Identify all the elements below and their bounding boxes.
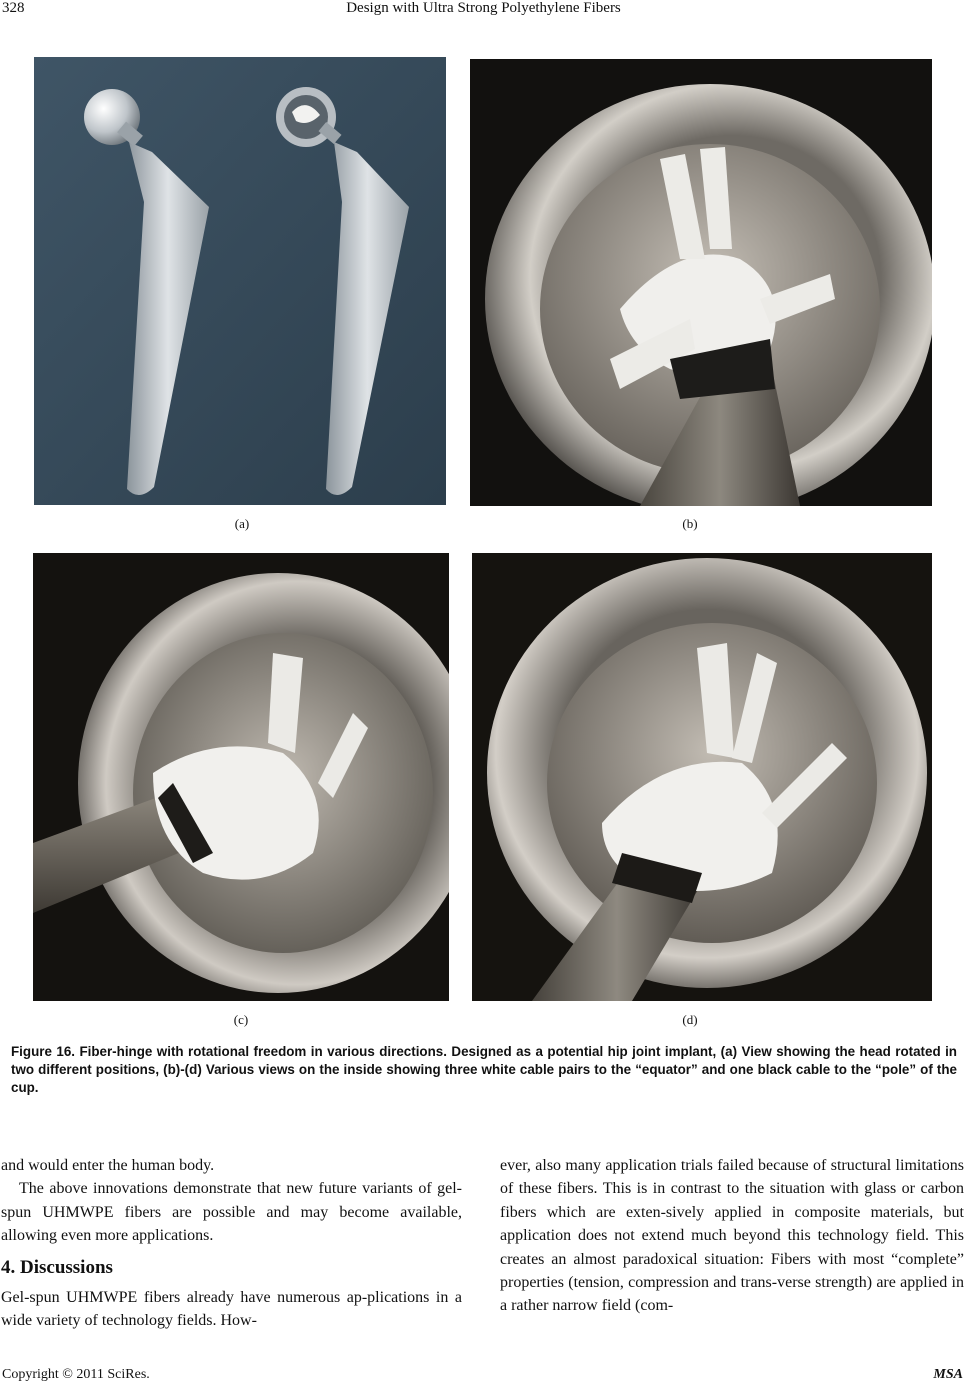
right-column: [500, 1154, 964, 1318]
hip-implant-two-positions-icon: [34, 57, 446, 505]
paragraph: ever, also many application trials failed because of structural limitations of these fibers. This is in contrast to the situation with glass or carbon fibers which are exten-sively applied in composite materials, but application does not extend much beyond this technology field. This creates an almost paradoxical situation: Fibers with most “complete” properties (tension, compression and trans-verse strength) are applied in a rather narrow field (com-: [500, 1157, 964, 1315]
figure-16d-label: (d): [682, 1012, 698, 1027]
section-heading: 4. Discussions: [1, 1256, 113, 1278]
figure-16b-label: (b): [682, 516, 698, 531]
figure-caption: Figure 16. Fiber-hinge with rotational freedom in various directions. Designed as a potential hip joint implant, (a) View showing the head rotated in two different positions, (b)-(d) Various views on the inside showing three white cable pairs to the “equator” and one black cable to the “pole” of the cup.: [11, 1044, 957, 1095]
cup-inside-view-icon: [472, 553, 932, 1001]
journal-abbreviation: MSA: [933, 1367, 963, 1382]
figure-16c-label: (c): [233, 1012, 249, 1027]
left-column: [1, 1154, 462, 1332]
page-header: [0, 0, 967, 22]
paragraph: The above innovations demonstrate that new future variants of gel-spun UHMWPE fibers are possible and may become available, allowing even more applications.: [1, 1180, 462, 1245]
figure-16d-photo: [472, 553, 932, 1001]
figure-16a-photo: [34, 57, 446, 505]
figure-16c-photo: [33, 553, 449, 1001]
paragraph: Gel-spun UHMWPE fibers already have numerous ap-plications in a wide variety of technology fields. How-: [1, 1288, 462, 1330]
figure-16b-photo: [470, 59, 932, 506]
copyright-notice: Copyright © 2011 SciRes.: [2, 1367, 150, 1382]
running-title: Design with Ultra Strong Polyethylene Fibers: [346, 0, 621, 16]
cup-inside-view-icon: [33, 553, 449, 1001]
paragraph: and would enter the human body.: [1, 1157, 215, 1174]
page-number: 328: [2, 0, 25, 16]
cup-inside-view-icon: [470, 59, 932, 506]
figure-16a-label: (a): [234, 516, 250, 531]
